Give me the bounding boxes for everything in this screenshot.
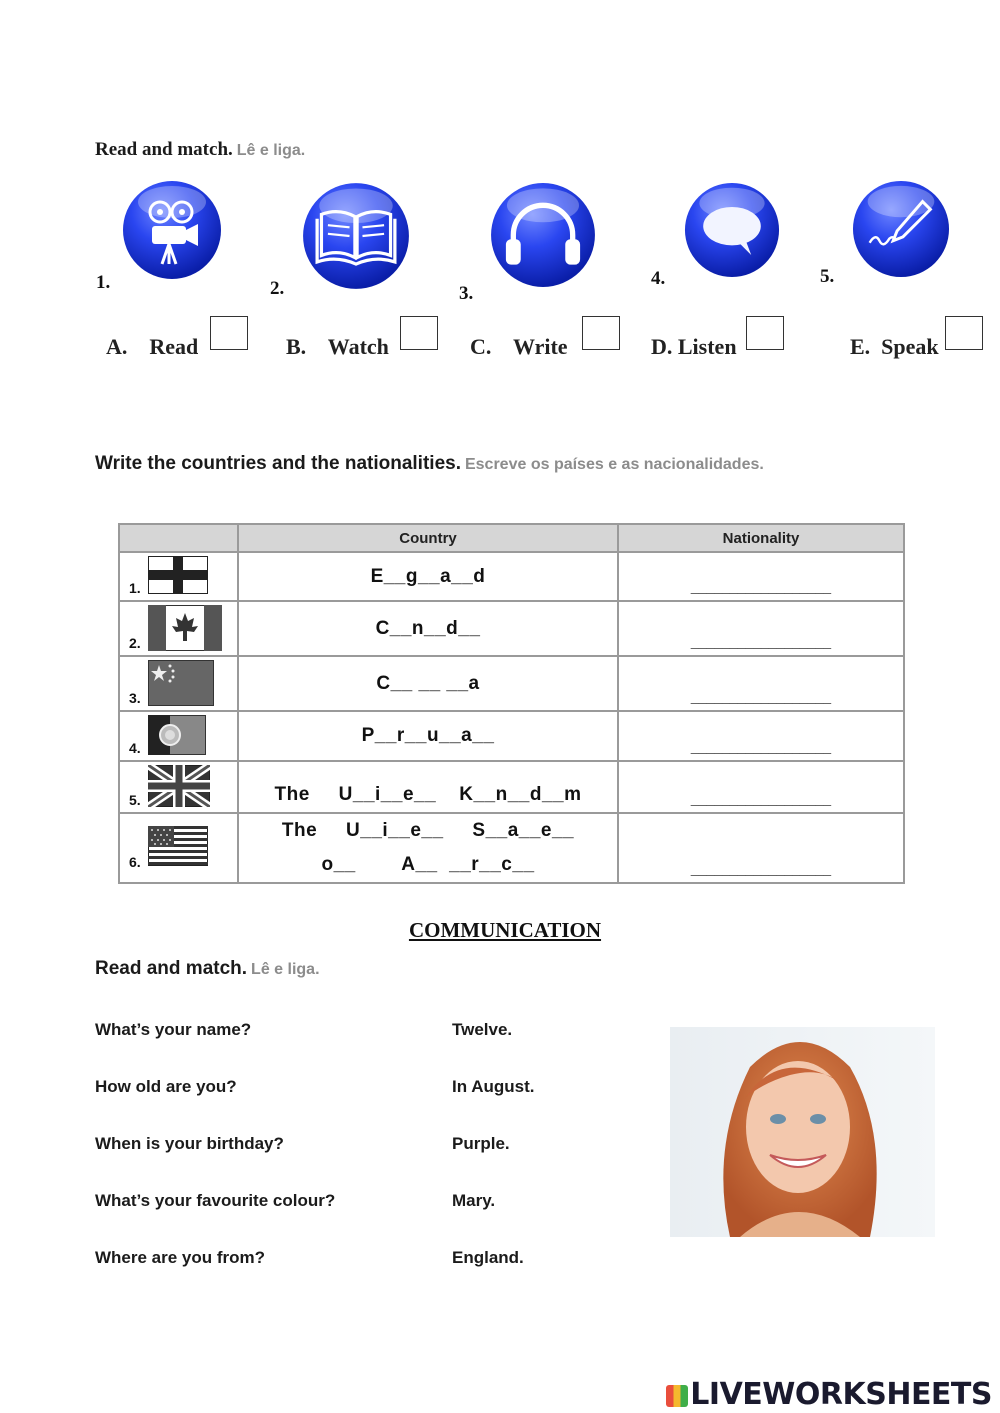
- section2-subheading: Escreve os países e as nacionalidades.: [464, 456, 764, 473]
- table-row: [119, 601, 904, 656]
- table-row: [119, 813, 904, 883]
- icon-number-5: 5.: [820, 266, 835, 287]
- logo-text: LIVEWORKSHEETS: [690, 1377, 992, 1412]
- answer-box-c[interactable]: [582, 316, 620, 350]
- nationality-blank[interactable]: __________________: [618, 711, 904, 761]
- nationality-blank[interactable]: __________________: [618, 552, 904, 601]
- row-number: 5.: [129, 792, 141, 808]
- answer-item: Twelve.: [452, 1020, 513, 1039]
- table-header-row: [119, 524, 904, 552]
- nationality-blank[interactable]: __________________: [618, 601, 904, 656]
- icon-number-2: 2.: [270, 278, 285, 299]
- england-flag-icon: [148, 556, 208, 594]
- answer-box-b[interactable]: [400, 316, 438, 350]
- answer-box-a[interactable]: [210, 316, 248, 350]
- nationality-blank[interactable]: __________________: [618, 656, 904, 711]
- table-row: [119, 761, 904, 813]
- answer-item: Mary.: [452, 1191, 496, 1210]
- option-b: B. Watch: [286, 334, 389, 359]
- table-row: [119, 552, 904, 601]
- answer-item: Purple.: [452, 1134, 510, 1153]
- option-c: C. Write: [470, 334, 568, 359]
- headphones-icon: [490, 182, 596, 288]
- logo-icon: [666, 1385, 688, 1407]
- icon-number-3: 3.: [459, 283, 474, 304]
- country-hint: C__n__d__: [238, 601, 618, 656]
- speech-bubble-icon: [684, 182, 780, 278]
- section1-subheading: Lê e liga.: [236, 142, 306, 159]
- option-a: A. Read: [106, 334, 199, 359]
- portugal-flag-icon: [148, 715, 206, 755]
- row-number: 6.: [129, 854, 141, 870]
- question-item: What’s your favourite colour?: [95, 1191, 336, 1210]
- option-d: D. Listen: [651, 334, 737, 359]
- section3-title: [95, 958, 320, 980]
- question-item: How old are you?: [95, 1077, 237, 1096]
- canada-flag-icon: [148, 605, 222, 651]
- row-number: 3.: [129, 690, 141, 706]
- header-country: Country: [238, 524, 618, 552]
- option-e: E. Speak: [850, 334, 939, 359]
- countries-table: [118, 523, 905, 884]
- section3-heading: Read and match.: [95, 958, 248, 979]
- communication-title: COMMUNICATION: [408, 918, 602, 942]
- country-hint: The U__i__e__ S__a__e__: [281, 820, 575, 841]
- usa-flag-icon: [148, 826, 208, 866]
- icon-number-4: 4.: [651, 268, 666, 289]
- question-item: What’s your name?: [95, 1020, 252, 1039]
- liveworksheets-logo: [666, 1377, 992, 1412]
- section2-heading: Write the countries and the nationalities.: [95, 453, 461, 474]
- country-hint: The U__i__e__ K__n__d__m: [238, 761, 618, 813]
- country-hint: P__r__u__a__: [238, 711, 618, 761]
- nationality-blank[interactable]: __________________: [618, 761, 904, 813]
- country-hint: E__g__a__d: [238, 552, 618, 601]
- nationality-blank[interactable]: __________________: [618, 813, 904, 883]
- section1-title: [95, 139, 305, 161]
- pen-writing-icon: [852, 180, 950, 278]
- header-nationality: Nationality: [618, 524, 904, 552]
- row-number: 4.: [129, 740, 141, 756]
- girl-photo: [670, 1027, 935, 1237]
- answer-box-d[interactable]: [746, 316, 784, 350]
- section2-title: [95, 453, 764, 475]
- uk-flag-icon: [148, 765, 210, 807]
- country-hint-line2: o__ A__ __r__c__: [321, 854, 535, 875]
- table-row: [119, 656, 904, 711]
- section3-subheading: Lê e liga.: [251, 961, 320, 978]
- country-hint: C__ __ __a: [238, 656, 618, 711]
- question-item: When is your birthday?: [95, 1134, 284, 1153]
- section1-heading: Read and match.: [95, 139, 233, 160]
- icon-number-1: 1.: [96, 272, 111, 293]
- row-number: 2.: [129, 635, 141, 651]
- header-flag-cell: [119, 524, 238, 552]
- question-item: Where are you from?: [95, 1248, 266, 1267]
- film-camera-icon: [122, 180, 222, 280]
- answer-box-e[interactable]: [945, 316, 983, 350]
- answer-item: England.: [452, 1248, 524, 1267]
- open-book-icon: [302, 182, 410, 290]
- answer-item: In August.: [452, 1077, 535, 1096]
- row-number: 1.: [129, 580, 141, 596]
- china-flag-icon: [148, 660, 214, 706]
- table-row: [119, 711, 904, 761]
